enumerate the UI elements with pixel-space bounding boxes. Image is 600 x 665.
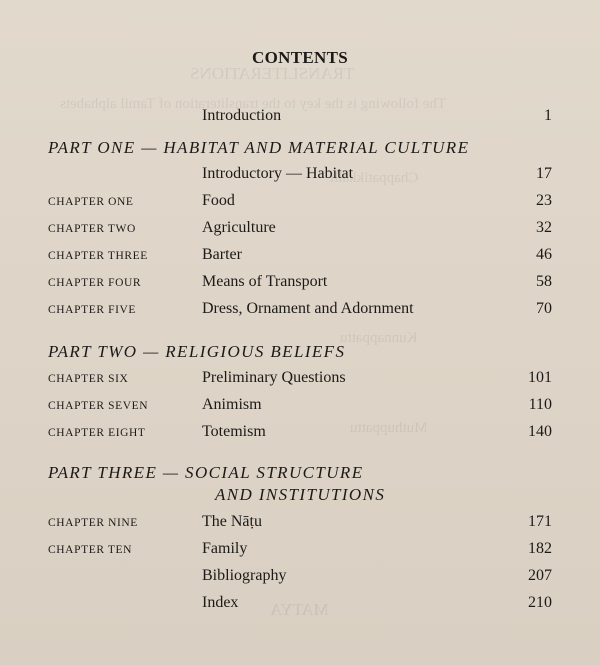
- entry-page-number: 23: [536, 192, 552, 209]
- entry-title: Introductory — Habitat: [202, 165, 354, 182]
- toc-row-introduction[interactable]: [0, 106, 600, 130]
- toc-row[interactable]: [0, 299, 600, 323]
- part-two-heading: PART TWO — RELIGIOUS BELIEFS: [48, 342, 346, 361]
- toc-row[interactable]: [0, 566, 600, 590]
- contents-title: CONTENTS: [252, 48, 348, 67]
- entry-title: Family: [202, 540, 248, 557]
- toc-row[interactable]: [0, 368, 600, 392]
- bleed-through-text: Kunnappattu: [340, 330, 418, 346]
- chapter-label: CHAPTER TWO: [48, 223, 136, 235]
- entry-page-number: 140: [528, 423, 552, 440]
- bleed-through-text: TRANSLITERATIONS: [190, 64, 355, 83]
- entry-title: Bibliography: [202, 567, 287, 584]
- entry-page-number: 101: [528, 369, 552, 386]
- entry-title: Preliminary Questions: [202, 369, 346, 386]
- chapter-label: CHAPTER THREE: [48, 250, 148, 262]
- entry-page-number: 17: [536, 165, 552, 182]
- entry-title: Barter: [202, 246, 242, 263]
- entry-title: The Nāṭu: [202, 513, 262, 530]
- entry-title: Totemism: [202, 423, 266, 440]
- toc-row[interactable]: [0, 539, 600, 563]
- entry-page-number: 182: [528, 540, 552, 557]
- chapter-label: CHAPTER TEN: [48, 544, 133, 556]
- bleed-through-text: Muthuppattu: [350, 420, 428, 436]
- toc-row[interactable]: [0, 395, 600, 419]
- entry-title: Means of Transport: [202, 273, 328, 290]
- entry-title: Animism: [202, 396, 262, 413]
- part-three-heading-continued: AND INSTITUTIONS: [215, 485, 386, 504]
- chapter-label: CHAPTER FIVE: [48, 304, 137, 316]
- part-one-heading: PART ONE — HABITAT AND MATERIAL CULTURE: [48, 138, 470, 157]
- toc-row[interactable]: [0, 593, 600, 617]
- chapter-label: CHAPTER EIGHT: [48, 427, 146, 439]
- entry-page-number: 210: [528, 594, 552, 611]
- chapter-label: CHAPTER NINE: [48, 517, 138, 529]
- entry-title: Index: [202, 594, 239, 611]
- toc-row[interactable]: [0, 512, 600, 536]
- entry-page-number: 32: [536, 219, 552, 236]
- entry-page-number: 110: [528, 396, 552, 413]
- entry-title: Agriculture: [202, 219, 276, 236]
- entry-page-number: 171: [528, 513, 552, 530]
- entry-page-number: 46: [536, 246, 552, 263]
- entry-page-number: 207: [528, 567, 552, 584]
- toc-row[interactable]: [0, 218, 600, 242]
- chapter-label: CHAPTER ONE: [48, 196, 134, 208]
- toc-row[interactable]: [0, 272, 600, 296]
- entry-page-number: 58: [536, 273, 552, 290]
- bleed-through-text: The following is the key to the transliteration of Tamil alphabets: [60, 96, 447, 112]
- chapter-label: CHAPTER SIX: [48, 373, 129, 385]
- part-three-heading: PART THREE — SOCIAL STRUCTURE: [48, 463, 364, 482]
- toc-row[interactable]: [0, 422, 600, 446]
- entry-page-number: 70: [536, 300, 552, 317]
- chapter-label: CHAPTER SEVEN: [48, 400, 149, 412]
- entry-title: Dress, Ornament and Adornment: [202, 300, 414, 317]
- entry-title: Food: [202, 192, 235, 209]
- bleed-through-text: Chappatikkalli: [330, 170, 419, 186]
- entry-page-number: 1: [544, 107, 552, 124]
- toc-row[interactable]: [0, 191, 600, 215]
- chapter-label: CHAPTER FOUR: [48, 277, 142, 289]
- bleed-through-text: MATYA: [270, 600, 329, 619]
- toc-row[interactable]: [0, 164, 600, 188]
- toc-row[interactable]: [0, 245, 600, 269]
- entry-title: Introduction: [202, 107, 282, 124]
